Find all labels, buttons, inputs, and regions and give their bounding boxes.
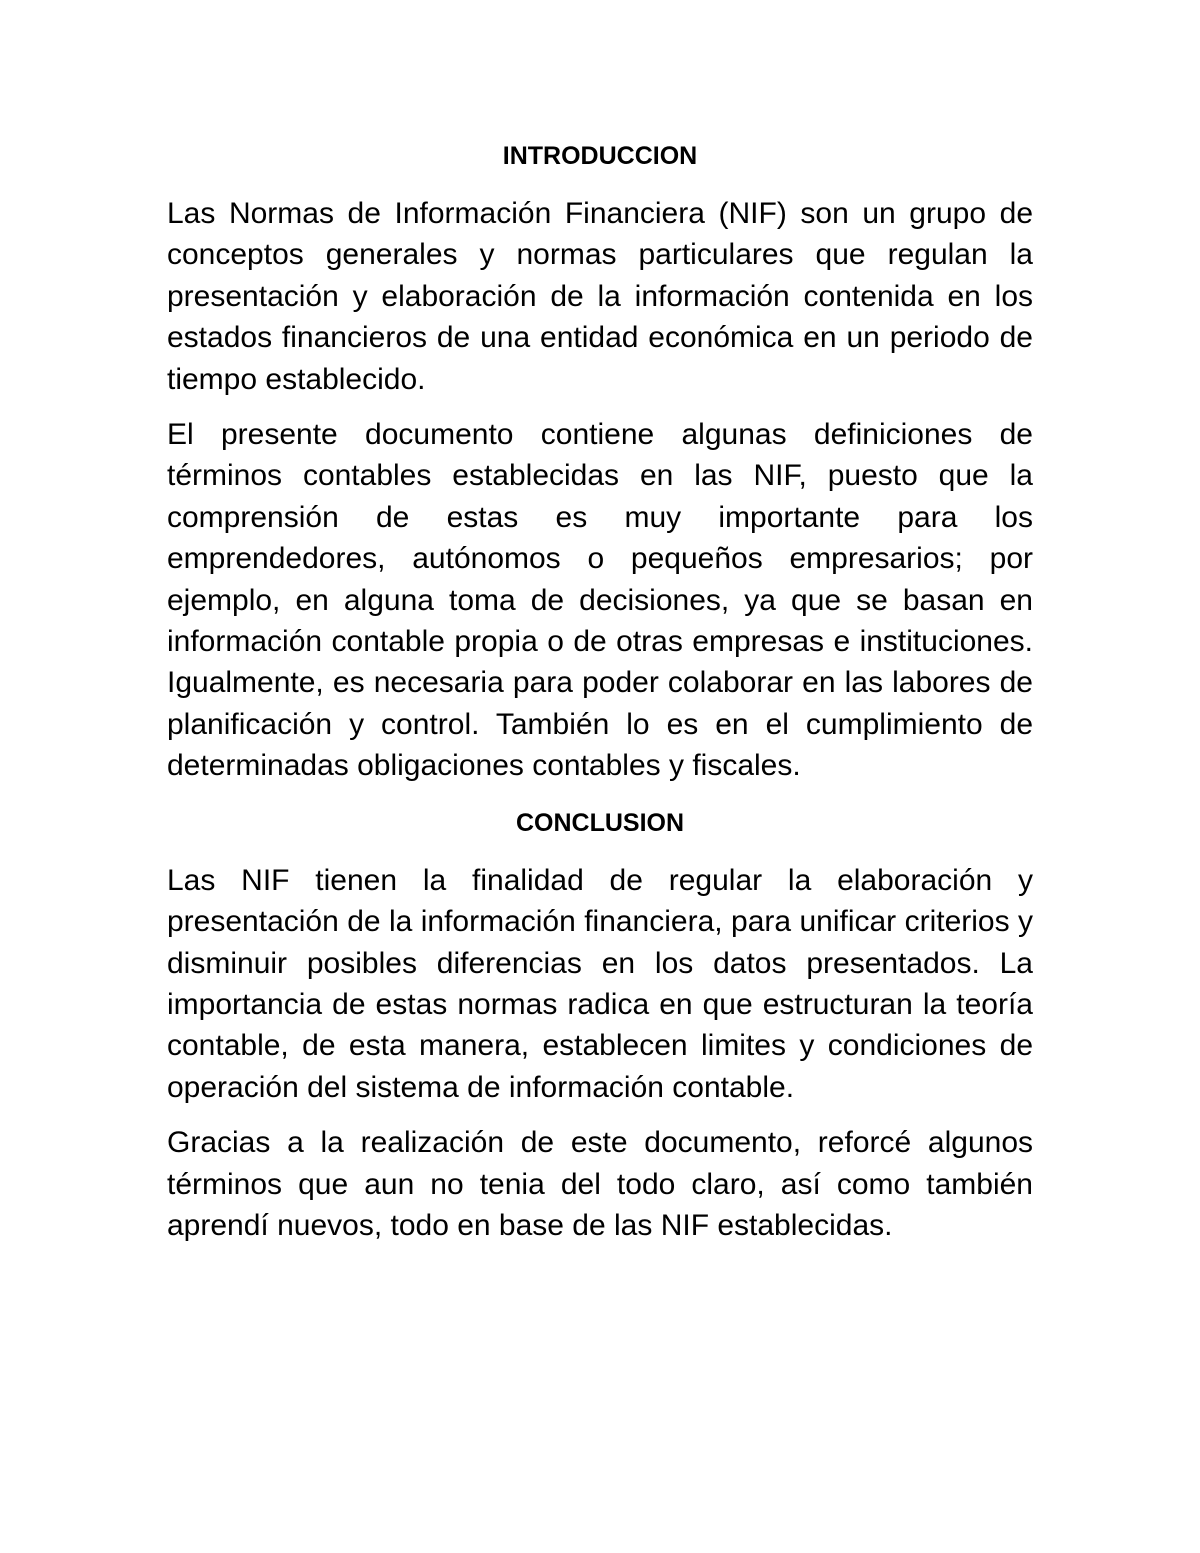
conclusion-heading: CONCLUSION <box>515 808 685 837</box>
document-body <box>167 136 1033 1246</box>
introduction-section <box>167 136 1033 787</box>
introduction-paragraph-1: Las Normas de Información Financiera (NIF) son un grupo de conceptos generales y normas particulares que regulan la presentación y elaboración de la información contenida en los estados financieros de una entidad económica en un periodo de tiempo establecido. <box>167 197 1033 396</box>
introduction-heading: INTRODUCCION <box>502 142 698 170</box>
introduction-paragraph-2: El presente documento contiene algunas definiciones de términos contables establecidas en las NIF, puesto que la comprensión de estas es muy importante para los emprendedores, autónomos o pequeños empresarios; por ejemplo, en alguna toma de decisiones, ya que se basan en información contable propia o de otras empresas e instituciones. Igualmente, es necesaria para poder colaborar en las labores de planificación y control. También lo es en el cumplimiento de determinadas obligaciones contables y fiscales. <box>167 418 1033 783</box>
conclusion-paragraph-1: Las NIF tienen la finalidad de regular la elaboración y presentación de la información financiera, para unificar criterios y disminuir posibles diferencias en los datos presentados. La importancia de estas normas radica en que estructuran la teoría contable, de esta manera, establecen limites y condiciones de operación del sistema de información contable. <box>167 863 1033 1104</box>
conclusion-paragraph-2: Gracias a la realización de este documento, reforcé algunos términos que aun no tenia del todo claro, así como también aprendí nuevos, todo en base de las NIF establecidas. <box>167 1126 1033 1242</box>
conclusion-section <box>167 803 1033 1247</box>
